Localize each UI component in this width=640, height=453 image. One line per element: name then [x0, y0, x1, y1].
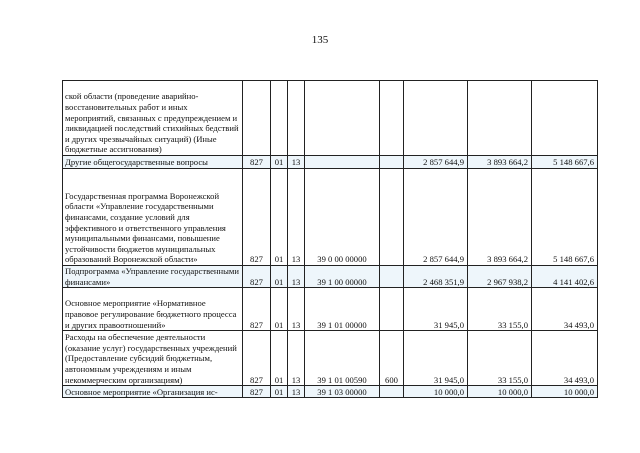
expense-type-code: [380, 156, 404, 169]
subsection-code: 13: [288, 288, 305, 331]
amount-year-1: [404, 81, 468, 156]
amount-year-3: 4 141 402,6: [532, 266, 598, 288]
subsection-code: 13: [288, 169, 305, 266]
expense-type-code: 600: [380, 331, 404, 386]
amount-year-3: 5 148 667,6: [532, 169, 598, 266]
ministry-code: 827: [243, 156, 271, 169]
expense-type-code: [380, 169, 404, 266]
target-article-code: 39 1 00 00000: [305, 266, 380, 288]
section-code: 01: [271, 386, 288, 398]
expense-type-code: [380, 386, 404, 398]
row-description: Основное мероприятие «Организация ис-: [63, 386, 243, 398]
subsection-code: 13: [288, 156, 305, 169]
amount-year-2: 3 893 664,2: [468, 169, 532, 266]
target-article-code: [305, 81, 380, 156]
target-article-code: [305, 156, 380, 169]
ministry-code: 827: [243, 386, 271, 398]
amount-year-1: 10 000,0: [404, 386, 468, 398]
amount-year-1: 2 468 351,9: [404, 266, 468, 288]
amount-year-1: 2 857 644,9: [404, 156, 468, 169]
ministry-code: 827: [243, 169, 271, 266]
section-code: 01: [271, 331, 288, 386]
table-row: [63, 288, 598, 331]
section-code: 01: [271, 266, 288, 288]
subsection-code: 13: [288, 386, 305, 398]
amount-year-2: 3 893 664,2: [468, 156, 532, 169]
subsection-code: 13: [288, 331, 305, 386]
amount-year-2: 33 155,0: [468, 331, 532, 386]
table-row: [63, 81, 598, 156]
budget-table: [62, 80, 598, 398]
target-article-code: 39 0 00 00000: [305, 169, 380, 266]
section-code: 01: [271, 156, 288, 169]
ministry-code: 827: [243, 331, 271, 386]
amount-year-3: 34 493,0: [532, 288, 598, 331]
amount-year-2: 10 000,0: [468, 386, 532, 398]
table-row: [63, 386, 598, 398]
amount-year-2: 33 155,0: [468, 288, 532, 331]
row-description: Основное мероприятие «Нормативное правовое регулирование бюджетного процесса и других правоотношений»: [63, 288, 243, 331]
table-row: [63, 156, 598, 169]
ministry-code: 827: [243, 266, 271, 288]
subsection-code: 13: [288, 266, 305, 288]
row-description: Подпрограмма «Управление государственными финансами»: [63, 266, 243, 288]
ministry-code: 827: [243, 288, 271, 331]
table-row: [63, 331, 598, 386]
section-code: [271, 81, 288, 156]
section-code: 01: [271, 288, 288, 331]
subsection-code: [288, 81, 305, 156]
ministry-code: [243, 81, 271, 156]
amount-year-2: [468, 81, 532, 156]
expense-type-code: [380, 81, 404, 156]
amount-year-1: 2 857 644,9: [404, 169, 468, 266]
row-description: Расходы на обеспечение деятельности (оказание услуг) государственных учреждений (Предоставление субсидий бюджетным, автономным учреждениям и иным некоммерческим организациям): [63, 331, 243, 386]
target-article-code: 39 1 03 00000: [305, 386, 380, 398]
amount-year-1: 31 945,0: [404, 331, 468, 386]
table-row: [63, 169, 598, 266]
page-number: 135: [311, 34, 329, 46]
target-article-code: 39 1 01 00000: [305, 288, 380, 331]
amount-year-3: [532, 81, 598, 156]
amount-year-2: 2 967 938,2: [468, 266, 532, 288]
row-description: Государственная программа Воронежской области «Управление государственными финансами, создание условий для эффективного и ответственного управления муниципальными финансами, повышение устойчивости бюджетов муниципальных образований Воронежской области»: [63, 169, 243, 266]
expense-type-code: [380, 288, 404, 331]
amount-year-3: 10 000,0: [532, 386, 598, 398]
target-article-code: 39 1 01 00590: [305, 331, 380, 386]
amount-year-3: 5 148 667,6: [532, 156, 598, 169]
expense-type-code: [380, 266, 404, 288]
amount-year-3: 34 493,0: [532, 331, 598, 386]
table-row: [63, 266, 598, 288]
row-description: ской области (проведение аварийно-восстановительных работ и иных мероприятий, связанных с предупреждением и ликвидацией последствий стихийных бедствий и других чрезвычайных ситуаций) (Иные бюджетные ассигнования): [63, 81, 243, 156]
section-code: 01: [271, 169, 288, 266]
row-description: Другие общегосударственные вопросы: [63, 156, 243, 169]
amount-year-1: 31 945,0: [404, 288, 468, 331]
